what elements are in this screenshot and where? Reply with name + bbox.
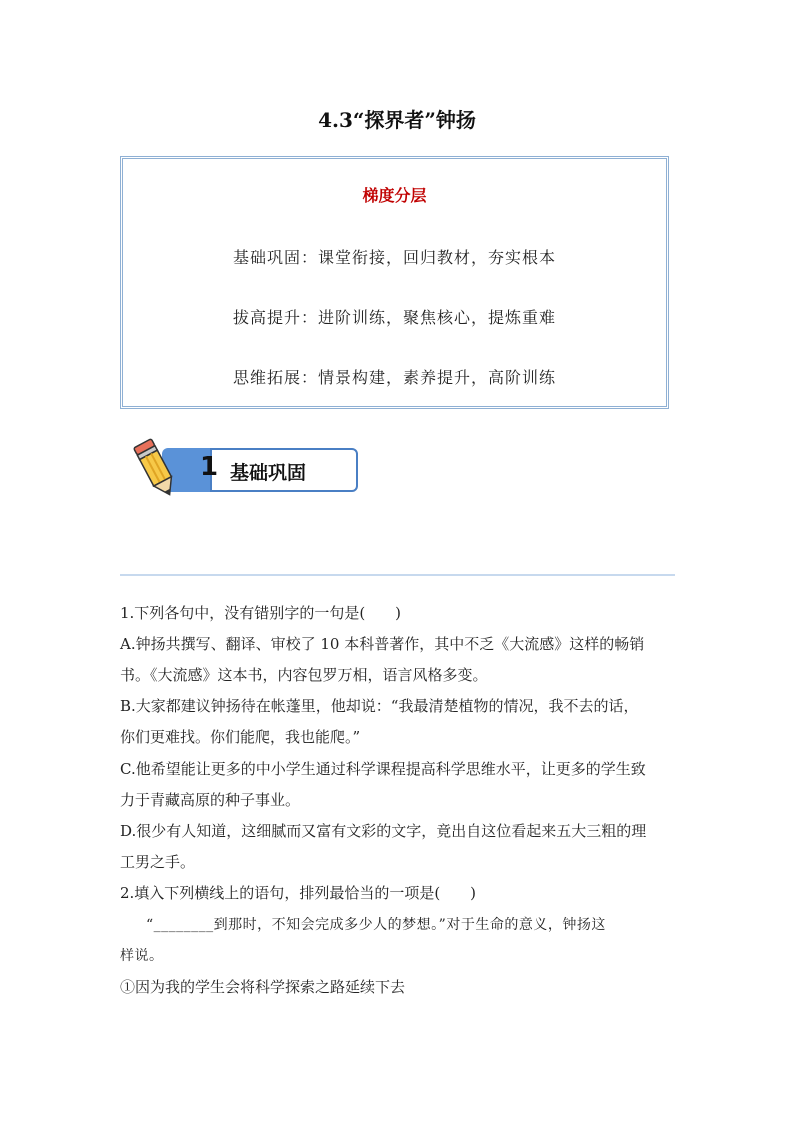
section-header bbox=[132, 436, 332, 502]
option-d-line-2: 工男之手。 bbox=[120, 853, 196, 871]
box-heading: 梯度分层 bbox=[362, 186, 427, 205]
section-number-box bbox=[162, 448, 340, 492]
section-label-box bbox=[210, 448, 358, 492]
question-2-option-1: ①因为我的学生会将科学探索之路延续下去 bbox=[120, 978, 406, 996]
option-b-line-1: B.大家都建议钟扬待在帐蓬里，他却说：“我最清楚植物的情况，我不去的话， bbox=[120, 697, 639, 715]
option-a-line-1: A.钟扬共撰写、翻译、审校了 10 本科普著作，其中不乏《大流感》这样的畅销 bbox=[120, 635, 645, 653]
page-title: 4.3“探界者”钟扬 bbox=[318, 108, 476, 132]
level-line-advanced: 拔高提升：进阶训练，聚焦核心，提炼重难 bbox=[232, 308, 556, 327]
option-c-line-2: 力于青藏高原的种子事业。 bbox=[120, 791, 301, 809]
option-b-line-2: 你们更难找。你们能爬，我也能爬。” bbox=[120, 728, 361, 746]
section-divider bbox=[120, 574, 675, 576]
question-2-quote-line-2: 样说。 bbox=[120, 948, 164, 964]
gradient-levels-box bbox=[120, 156, 669, 409]
pencil-icon bbox=[132, 436, 180, 502]
section-label: 基础巩固 bbox=[230, 462, 307, 484]
option-a-line-2: 书。《大流感》这本书，内容包罗万相，语言风格多变。 bbox=[120, 666, 488, 684]
level-line-basic: 基础巩固：课堂衔接，回归教材，夯实根本 bbox=[232, 248, 556, 267]
option-c-line-1: C.他希望能让更多的中小学生通过科学课程提高科学思维水平，让更多的学生致 bbox=[120, 760, 646, 778]
question-1-stem: 1.下列各句中，没有错别字的一句是( ) bbox=[120, 604, 402, 622]
question-2-quote-line-1: “________到那时，不知会完成多少人的梦想。”对于生命的意义，钟扬这 bbox=[146, 917, 606, 933]
level-line-extension: 思维拓展：情景构建，素养提升，高阶训练 bbox=[232, 368, 556, 387]
section-number: 1 bbox=[200, 452, 219, 482]
option-d-line-1: D.很少有人知道，这细腻而又富有文彩的文字，竟出自这位看起来五大三粗的理 bbox=[120, 822, 647, 840]
question-2-stem: 2.填入下列横线上的语句，排列最恰当的一项是( ) bbox=[120, 884, 477, 902]
